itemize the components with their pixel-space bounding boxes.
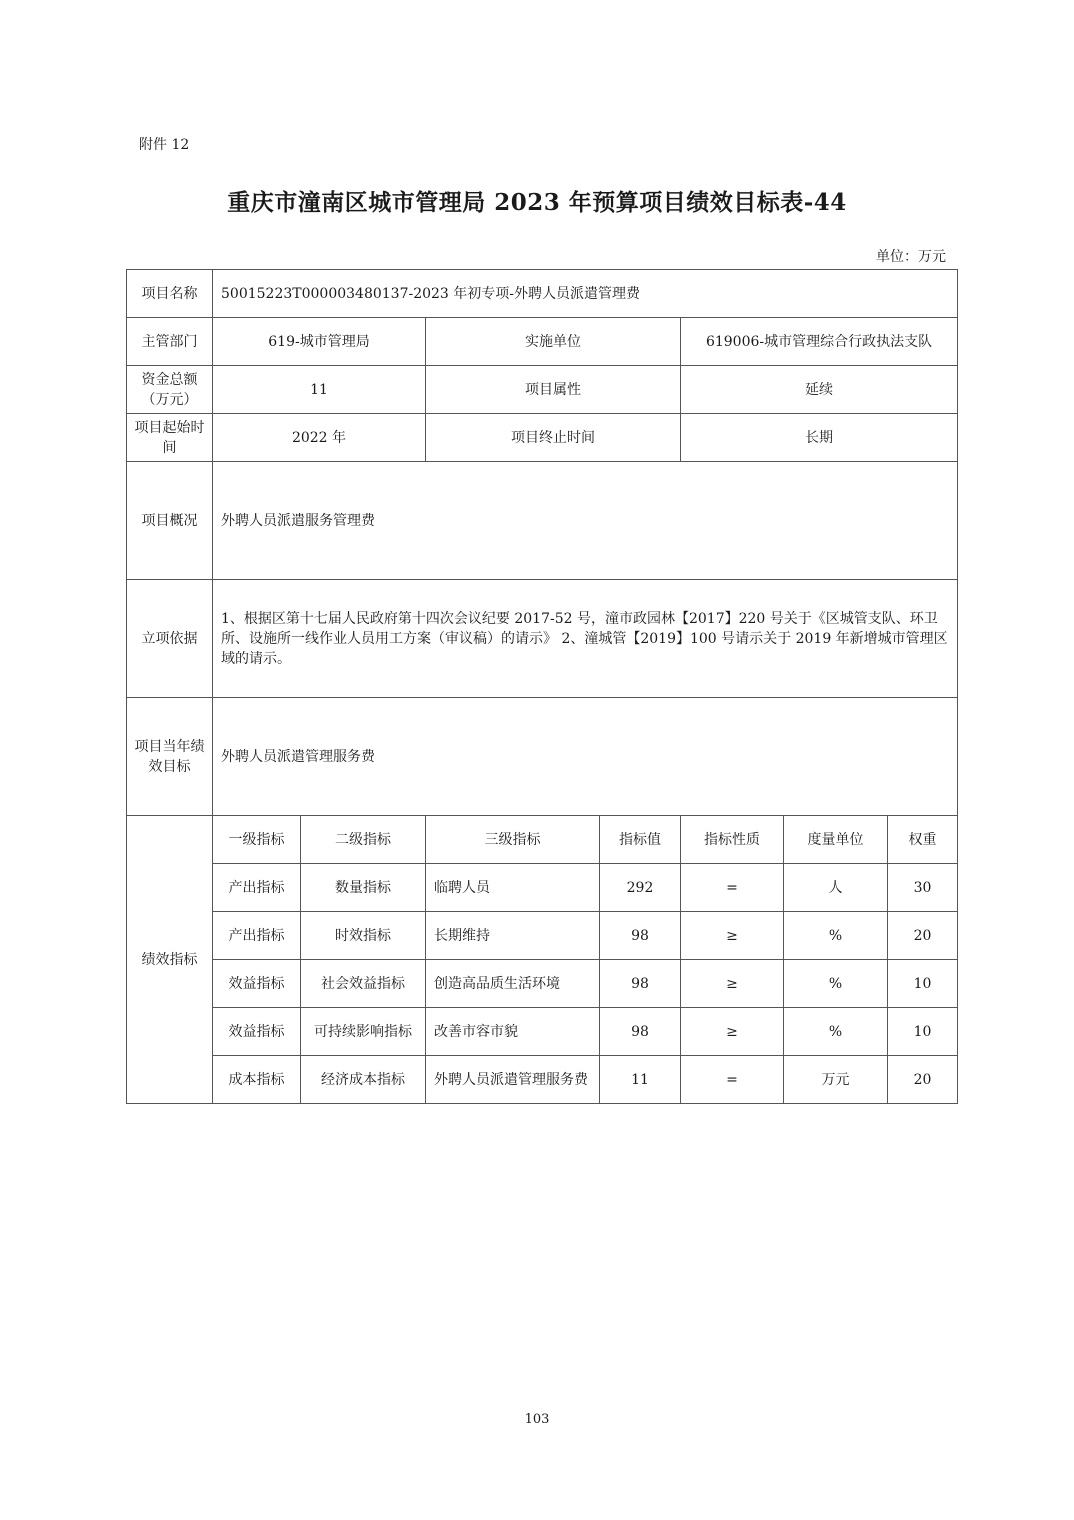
annual-goal-label: 项目当年绩效目标 [127, 698, 213, 816]
overview-label: 项目概况 [127, 462, 213, 580]
weight-cell: 10 [888, 1008, 958, 1056]
value-cell: 98 [600, 1008, 681, 1056]
value-cell: 98 [600, 960, 681, 1008]
level3-cell: 改善市容市貌 [426, 1008, 600, 1056]
basis-value: 1、根据区第十七届人民政府第十四次会议纪要 2017-52 号，潼市政园林【2017】220 号关于《区城管支队、环卫所、设施所一线作业人员用工方案（审议稿）的请示》 2、潼城管【2019】100 号请示关于 2019 年新增城市管理区域的请示。 [213, 580, 958, 698]
dept-label: 主管部门 [127, 318, 213, 366]
unit-cell: % [784, 960, 888, 1008]
header-level3: 三级指标 [426, 816, 600, 864]
row-fund [127, 366, 958, 414]
value-cell: 11 [600, 1056, 681, 1104]
header-weight: 权重 [888, 816, 958, 864]
indicator-row [127, 912, 958, 960]
level2-cell: 时效指标 [301, 912, 426, 960]
dept-value: 619-城市管理局 [213, 318, 426, 366]
indicator-row [127, 1056, 958, 1104]
project-name-label: 项目名称 [127, 270, 213, 318]
level2-cell: 可持续影响指标 [301, 1008, 426, 1056]
attachment-label: 附件 12 [139, 137, 190, 153]
unit-label: 单位：万元 [876, 249, 946, 265]
level3-cell: 长期维持 [426, 912, 600, 960]
level2-cell: 数量指标 [301, 864, 426, 912]
level3-cell: 外聘人员派遣管理服务费 [426, 1056, 600, 1104]
row-dept [127, 318, 958, 366]
nature-cell: = [681, 1056, 784, 1104]
fund-label: 资金总额（万元） [127, 366, 213, 414]
project-name-value: 50015223T000003480137-2023 年初专项-外聘人员派遣管理费 [213, 270, 958, 318]
row-annual-goal [127, 698, 958, 816]
overview-value: 外聘人员派遣服务管理费 [213, 462, 958, 580]
unit-cell: % [784, 1008, 888, 1056]
attribute-value: 延续 [681, 366, 958, 414]
basis-label: 立项依据 [127, 580, 213, 698]
page-number: 103 [524, 1412, 550, 1427]
weight-cell: 20 [888, 1056, 958, 1104]
indicator-header-row [127, 816, 958, 864]
end-time-label: 项目终止时间 [426, 414, 681, 462]
performance-table [126, 269, 958, 1104]
unit-cell: % [784, 912, 888, 960]
unit-cell: 人 [784, 864, 888, 912]
indicators-label: 绩效指标 [127, 816, 213, 1104]
level1-cell: 成本指标 [213, 1056, 301, 1104]
indicator-row [127, 1008, 958, 1056]
row-basis [127, 580, 958, 698]
indicator-row [127, 864, 958, 912]
end-time-value: 长期 [681, 414, 958, 462]
level1-cell: 效益指标 [213, 1008, 301, 1056]
impl-unit-label: 实施单位 [426, 318, 681, 366]
row-period [127, 414, 958, 462]
fund-value: 11 [213, 366, 426, 414]
row-overview [127, 462, 958, 580]
level1-cell: 产出指标 [213, 912, 301, 960]
attribute-label: 项目属性 [426, 366, 681, 414]
nature-cell: = [681, 864, 784, 912]
row-project-name [127, 270, 958, 318]
header-level1: 一级指标 [213, 816, 301, 864]
header-nature: 指标性质 [681, 816, 784, 864]
value-cell: 98 [600, 912, 681, 960]
impl-unit-value: 619006-城市管理综合行政执法支队 [681, 318, 958, 366]
nature-cell: ≥ [681, 1008, 784, 1056]
level1-cell: 效益指标 [213, 960, 301, 1008]
level3-cell: 临聘人员 [426, 864, 600, 912]
nature-cell: ≥ [681, 960, 784, 1008]
level2-cell: 社会效益指标 [301, 960, 426, 1008]
start-time-label: 项目起始时间 [127, 414, 213, 462]
header-value: 指标值 [600, 816, 681, 864]
level3-cell: 创造高品质生活环境 [426, 960, 600, 1008]
annual-goal-value: 外聘人员派遣管理服务费 [213, 698, 958, 816]
weight-cell: 10 [888, 960, 958, 1008]
header-level2: 二级指标 [301, 816, 426, 864]
nature-cell: ≥ [681, 912, 784, 960]
unit-cell: 万元 [784, 1056, 888, 1104]
weight-cell: 20 [888, 912, 958, 960]
weight-cell: 30 [888, 864, 958, 912]
indicator-row [127, 960, 958, 1008]
level2-cell: 经济成本指标 [301, 1056, 426, 1104]
start-time-value: 2022 年 [213, 414, 426, 462]
page-title: 重庆市潼南区城市管理局 2023 年预算项目绩效目标表-44 [227, 189, 847, 216]
value-cell: 292 [600, 864, 681, 912]
level1-cell: 产出指标 [213, 864, 301, 912]
header-unit: 度量单位 [784, 816, 888, 864]
